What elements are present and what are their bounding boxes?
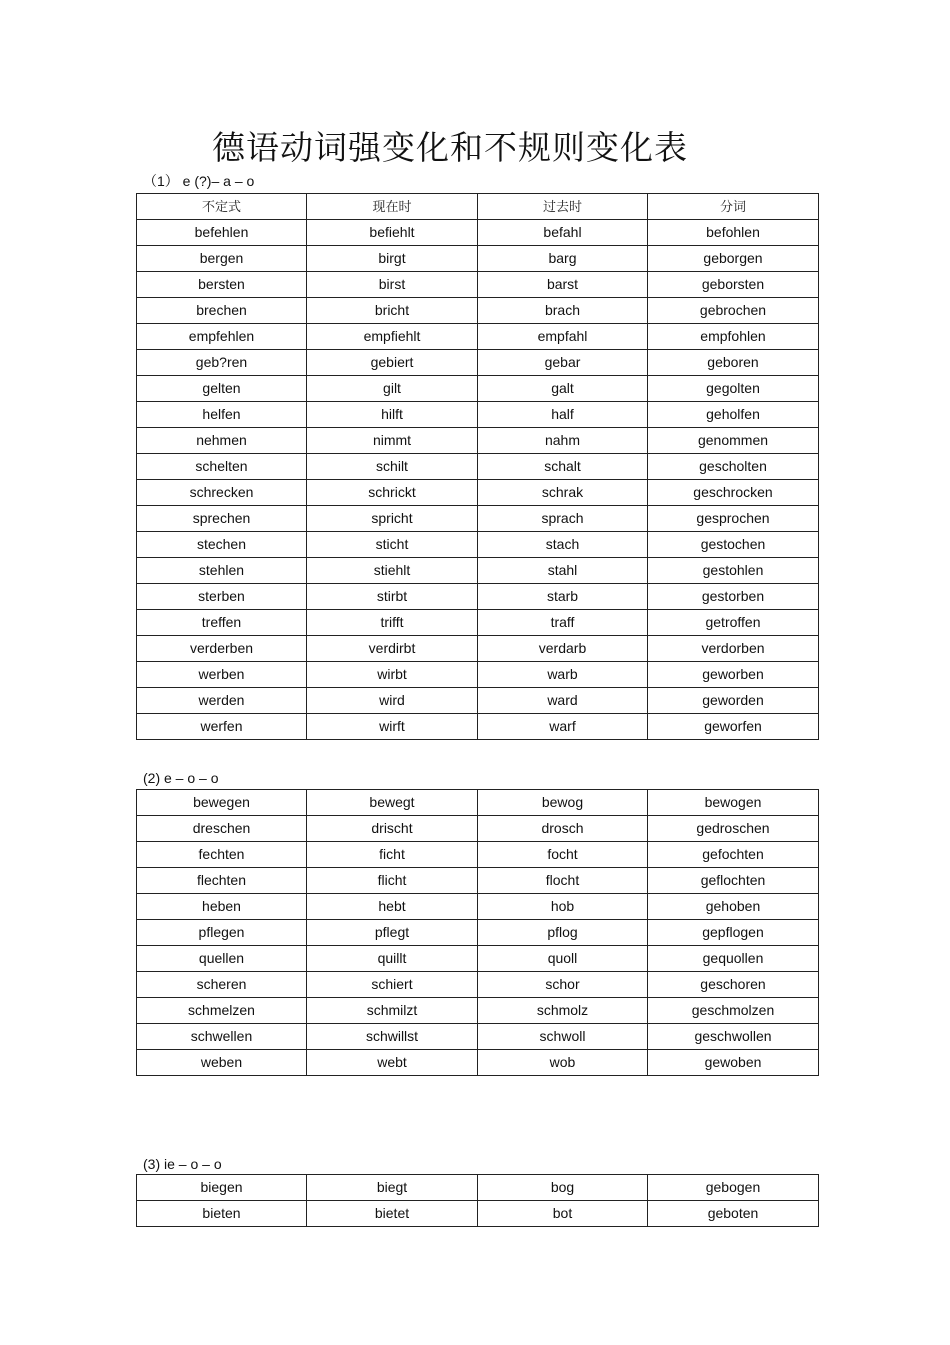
table-cell: schwoll	[478, 1024, 648, 1050]
table-cell: wob	[478, 1050, 648, 1076]
table-cell: trifft	[307, 610, 478, 636]
table-cell: bewegt	[307, 790, 478, 816]
table-cell: schelten	[137, 454, 307, 480]
column-header: 现在时	[307, 194, 478, 220]
table-row	[137, 558, 819, 584]
table-cell: empfahl	[478, 324, 648, 350]
verb-table-3	[136, 1174, 819, 1227]
table-cell: stehlen	[137, 558, 307, 584]
table-cell: gesprochen	[648, 506, 819, 532]
table-cell: dreschen	[137, 816, 307, 842]
table-row	[137, 584, 819, 610]
table-cell: empfehlen	[137, 324, 307, 350]
section-2-label: (2) e – o – o	[143, 770, 219, 786]
table-cell: pflegen	[137, 920, 307, 946]
table-row	[137, 972, 819, 998]
table-cell: hebt	[307, 894, 478, 920]
table-cell: bewogen	[648, 790, 819, 816]
table-cell: gestorben	[648, 584, 819, 610]
table-cell: pflegt	[307, 920, 478, 946]
table-cell: quoll	[478, 946, 648, 972]
table-cell: bog	[478, 1175, 648, 1201]
table-cell: sprechen	[137, 506, 307, 532]
table-row	[137, 298, 819, 324]
table-row	[137, 402, 819, 428]
column-header: 分词	[648, 194, 819, 220]
table-cell: bricht	[307, 298, 478, 324]
table-cell: bot	[478, 1201, 648, 1227]
table-row	[137, 220, 819, 246]
table-cell: ficht	[307, 842, 478, 868]
table-cell: geschrocken	[648, 480, 819, 506]
table-cell: quillt	[307, 946, 478, 972]
column-header: 过去时	[478, 194, 648, 220]
table-cell: verdorben	[648, 636, 819, 662]
table-cell: ward	[478, 688, 648, 714]
table-cell: flicht	[307, 868, 478, 894]
table-cell: nehmen	[137, 428, 307, 454]
table-cell: befehlen	[137, 220, 307, 246]
table-cell: starb	[478, 584, 648, 610]
table-cell: bewog	[478, 790, 648, 816]
table-cell: nimmt	[307, 428, 478, 454]
table-cell: quellen	[137, 946, 307, 972]
table-cell: wird	[307, 688, 478, 714]
table-cell: befohlen	[648, 220, 819, 246]
table-cell: pflog	[478, 920, 648, 946]
table-row	[137, 714, 819, 740]
table-cell: werfen	[137, 714, 307, 740]
table-row	[137, 636, 819, 662]
table-row	[137, 816, 819, 842]
table-cell: biegen	[137, 1175, 307, 1201]
table-row	[137, 868, 819, 894]
table-cell: werden	[137, 688, 307, 714]
table-cell: schmolz	[478, 998, 648, 1024]
table-cell: geboten	[648, 1201, 819, 1227]
table-cell: bersten	[137, 272, 307, 298]
table-cell: schmilzt	[307, 998, 478, 1024]
table-cell: spricht	[307, 506, 478, 532]
table-cell: schilt	[307, 454, 478, 480]
table-cell: flocht	[478, 868, 648, 894]
table-row	[137, 1175, 819, 1201]
table-cell: gebogen	[648, 1175, 819, 1201]
table-cell: schrak	[478, 480, 648, 506]
table-cell: biegt	[307, 1175, 478, 1201]
table-cell: schwillst	[307, 1024, 478, 1050]
table-cell: bewegen	[137, 790, 307, 816]
table-cell: brach	[478, 298, 648, 324]
table-row	[137, 428, 819, 454]
table-row	[137, 1050, 819, 1076]
table-row	[137, 920, 819, 946]
table-cell: sticht	[307, 532, 478, 558]
section-1-label: （1） e (?)– a – o	[143, 173, 255, 189]
table-cell: geborsten	[648, 272, 819, 298]
table-row	[137, 454, 819, 480]
table-row	[137, 610, 819, 636]
table-cell: bieten	[137, 1201, 307, 1227]
table-cell: gehoben	[648, 894, 819, 920]
table-row	[137, 532, 819, 558]
table-cell: geb?ren	[137, 350, 307, 376]
table-cell: geboren	[648, 350, 819, 376]
table-cell: geschwollen	[648, 1024, 819, 1050]
table-cell: genommen	[648, 428, 819, 454]
table-row	[137, 662, 819, 688]
table-cell: galt	[478, 376, 648, 402]
table-cell: half	[478, 402, 648, 428]
table-cell: flechten	[137, 868, 307, 894]
table-cell: wirft	[307, 714, 478, 740]
table-cell: geworfen	[648, 714, 819, 740]
table-cell: getroffen	[648, 610, 819, 636]
table-cell: treffen	[137, 610, 307, 636]
table-cell: weben	[137, 1050, 307, 1076]
table-cell: stach	[478, 532, 648, 558]
table-row	[137, 790, 819, 816]
table-cell: gestohlen	[648, 558, 819, 584]
table-cell: geflochten	[648, 868, 819, 894]
table-cell: verdirbt	[307, 636, 478, 662]
table-cell: schor	[478, 972, 648, 998]
table-cell: geborgen	[648, 246, 819, 272]
table-cell: webt	[307, 1050, 478, 1076]
table-cell: gebiert	[307, 350, 478, 376]
table-cell: hilft	[307, 402, 478, 428]
table-cell: gestochen	[648, 532, 819, 558]
table-row	[137, 324, 819, 350]
table-row	[137, 480, 819, 506]
table-row	[137, 272, 819, 298]
table-cell: focht	[478, 842, 648, 868]
table-cell: schalt	[478, 454, 648, 480]
table-cell: wirbt	[307, 662, 478, 688]
table-cell: scheren	[137, 972, 307, 998]
table-cell: schrickt	[307, 480, 478, 506]
table-cell: empfohlen	[648, 324, 819, 350]
table-cell: befahl	[478, 220, 648, 246]
table-row	[137, 894, 819, 920]
table-cell: gefochten	[648, 842, 819, 868]
table-cell: barst	[478, 272, 648, 298]
table-row	[137, 506, 819, 532]
verb-table-2	[136, 789, 819, 1076]
table-cell: schwellen	[137, 1024, 307, 1050]
table-cell: helfen	[137, 402, 307, 428]
table-row	[137, 350, 819, 376]
table-cell: traff	[478, 610, 648, 636]
table-row	[137, 998, 819, 1024]
table-cell: gilt	[307, 376, 478, 402]
table-cell: schmelzen	[137, 998, 307, 1024]
table-cell: verdarb	[478, 636, 648, 662]
table-cell: stechen	[137, 532, 307, 558]
table-row	[137, 688, 819, 714]
verb-table-1	[136, 193, 819, 740]
table-cell: geschmolzen	[648, 998, 819, 1024]
table-cell: nahm	[478, 428, 648, 454]
table-row	[137, 946, 819, 972]
table-cell: birgt	[307, 246, 478, 272]
table-cell: verderben	[137, 636, 307, 662]
table-cell: befiehlt	[307, 220, 478, 246]
table-cell: gescholten	[648, 454, 819, 480]
table-cell: geworden	[648, 688, 819, 714]
table-cell: gewoben	[648, 1050, 819, 1076]
table-cell: drischt	[307, 816, 478, 842]
table-cell: stirbt	[307, 584, 478, 610]
table-cell: bietet	[307, 1201, 478, 1227]
table-cell: gelten	[137, 376, 307, 402]
table-cell: barg	[478, 246, 648, 272]
section-3-label: (3) ie – o – o	[143, 1156, 222, 1172]
table-cell: birst	[307, 272, 478, 298]
table-cell: geschoren	[648, 972, 819, 998]
table-cell: schiert	[307, 972, 478, 998]
page-title: 德语动词强变化和不规则变化表	[212, 128, 688, 167]
table-cell: stahl	[478, 558, 648, 584]
table-header-row	[137, 194, 819, 220]
table-row	[137, 246, 819, 272]
table-cell: geworben	[648, 662, 819, 688]
table-row	[137, 376, 819, 402]
table-cell: drosch	[478, 816, 648, 842]
table-cell: bergen	[137, 246, 307, 272]
table-cell: sprach	[478, 506, 648, 532]
table-cell: gebrochen	[648, 298, 819, 324]
table-cell: heben	[137, 894, 307, 920]
column-header: 不定式	[137, 194, 307, 220]
table-cell: schrecken	[137, 480, 307, 506]
table-cell: sterben	[137, 584, 307, 610]
table-cell: gepflogen	[648, 920, 819, 946]
table-cell: empfiehlt	[307, 324, 478, 350]
table-cell: fechten	[137, 842, 307, 868]
table-cell: warb	[478, 662, 648, 688]
table-cell: gegolten	[648, 376, 819, 402]
table-cell: stiehlt	[307, 558, 478, 584]
table-row	[137, 1024, 819, 1050]
table-cell: gedroschen	[648, 816, 819, 842]
table-row	[137, 842, 819, 868]
table-cell: warf	[478, 714, 648, 740]
table-cell: gebar	[478, 350, 648, 376]
table-cell: hob	[478, 894, 648, 920]
table-cell: gequollen	[648, 946, 819, 972]
table-cell: werben	[137, 662, 307, 688]
table-cell: brechen	[137, 298, 307, 324]
table-row	[137, 1201, 819, 1227]
table-cell: geholfen	[648, 402, 819, 428]
